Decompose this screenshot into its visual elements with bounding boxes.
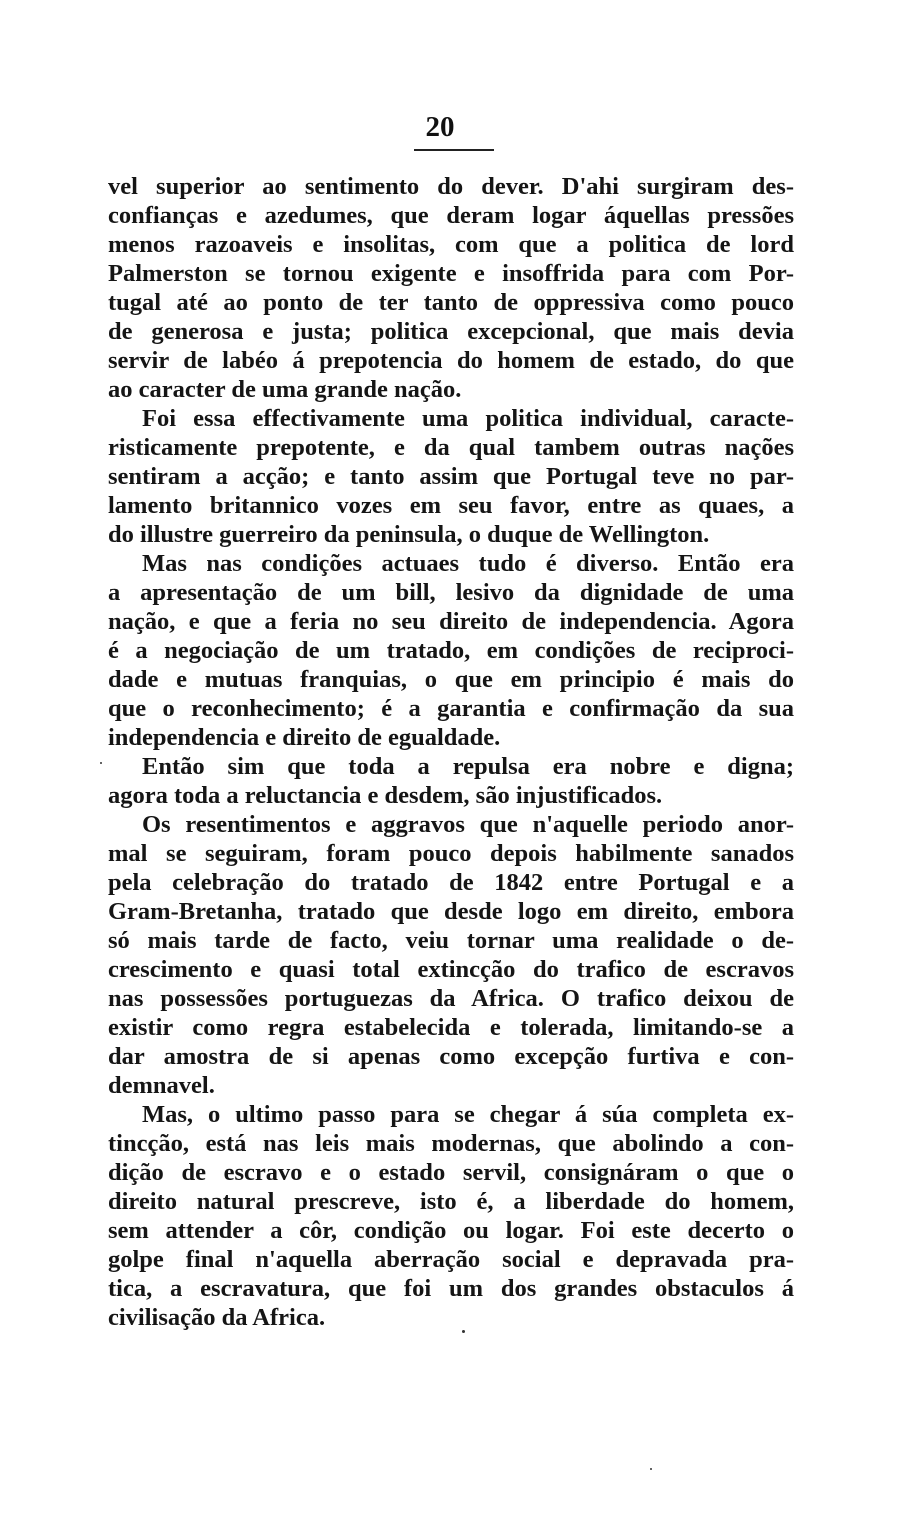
text-line: Mas nas condições actuaes tudo é diverso. Então era: [142, 550, 794, 577]
text-line: nas possessões portuguezas da Africa. O trafico deixou de: [108, 985, 794, 1012]
text-line: pela celebração do tratado de 1842 entre Portugal e a: [108, 869, 794, 896]
text-line: agora toda a reluctancia e desdem, são injustificados.: [108, 782, 663, 809]
text-line: golpe final n'aquella aberração social e depravada pra-: [108, 1246, 794, 1273]
text-line: Gram-Bretanha, tratado que desde logo em direito, embora: [108, 898, 794, 925]
text-line: servir de labéo á prepotencia do homem de estado, do que: [108, 347, 794, 374]
print-speck: [462, 1330, 465, 1333]
text-line: existir como regra estabelecida e tolerada, limitando-se a: [108, 1014, 794, 1041]
text-line: Palmerston se tornou exigente e insoffrida para com Por-: [108, 260, 794, 287]
text-line: tugal até ao ponto de ter tanto de oppressiva como pouco: [108, 289, 794, 316]
text-line: crescimento e quasi total extincção do trafico de escravos: [108, 956, 794, 983]
text-line: Foi essa effectivamente uma politica individual, caracte-: [142, 405, 794, 432]
text-line: de generosa e justa; politica excepcional, que mais devia: [108, 318, 794, 345]
text-line: confianças e azedumes, que deram logar áquellas pressões: [108, 202, 794, 229]
text-line: sentiram a acção; e tanto assim que Portugal teve no par-: [108, 463, 794, 490]
text-line: mal se seguiram, foram pouco depois habilmente sanados: [108, 840, 794, 867]
text-line: tica, a escravatura, que foi um dos grandes obstaculos á: [108, 1275, 794, 1302]
text-line: tincção, está nas leis mais modernas, que abolindo a con-: [108, 1130, 794, 1157]
text-line: dade e mutuas franquias, o que em principio é mais do: [108, 666, 794, 693]
text-line: direito natural prescreve, isto é, a liberdade do homem,: [108, 1188, 794, 1215]
text-line: que o reconhecimento; é a garantia e confirmação da sua: [108, 695, 794, 722]
text-line: só mais tarde de facto, veiu tornar uma realidade o de-: [108, 927, 794, 954]
page-number-rule: [414, 149, 494, 151]
text-line: dar amostra de si apenas como excepção furtiva e con-: [108, 1043, 794, 1070]
text-line: civilisação da Africa.: [108, 1304, 326, 1331]
print-speck: [100, 762, 102, 764]
text-line: sem attender a côr, condição ou logar. Foi este decerto o: [108, 1217, 794, 1244]
text-line: risticamente prepotente, e da qual tambem outras nações: [108, 434, 794, 461]
body-text: [108, 172, 794, 1332]
text-line: lamento britannico vozes em seu favor, entre as quaes, a: [108, 492, 794, 519]
print-speck: [650, 1468, 652, 1470]
text-line: do illustre guerreiro da peninsula, o duque de Wellington.: [108, 521, 710, 548]
text-line: dição de escravo e o estado servil, consignáram o que o: [108, 1159, 794, 1186]
text-line: demnavel.: [108, 1072, 215, 1099]
text-line: nação, e que a feria no seu direito de independencia. Agora: [108, 608, 794, 635]
text-line: ao caracter de uma grande nação.: [108, 376, 462, 403]
text-line: Os resentimentos e aggravos que n'aquelle periodo anor-: [142, 811, 794, 838]
text-line: vel superior ao sentimento do dever. D'ahi surgiram des-: [108, 173, 794, 200]
text-line: independencia e direito de egualdade.: [108, 724, 501, 751]
text-line: é a negociação de um tratado, em condições de reciproci-: [108, 637, 794, 664]
text-line: menos razoaveis e insolitas, com que a politica de lord: [108, 231, 794, 258]
text-line: a apresentação de um bill, lesivo da dignidade de uma: [108, 579, 794, 606]
page-number: 20: [425, 111, 455, 143]
text-line: Então sim que toda a repulsa era nobre e digna;: [142, 753, 794, 780]
text-line: Mas, o ultimo passo para se chegar á súa completa ex-: [142, 1101, 794, 1128]
